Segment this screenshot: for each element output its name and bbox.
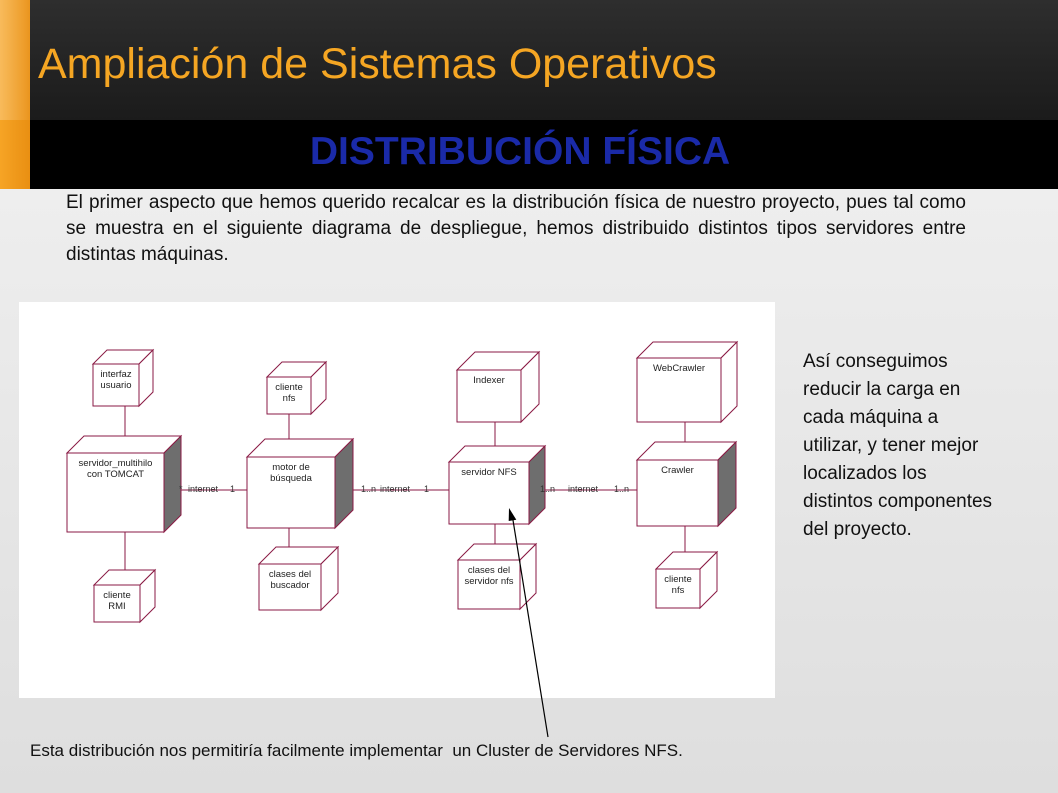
node-label: usuario [100,380,132,391]
link2-mult-right: 1 [424,484,430,494]
link3-mult-right: 1..n [614,484,630,494]
node-label: cliente [275,382,303,393]
link3-label: internet [568,484,599,494]
node-label: servidor NFS [461,467,517,478]
node-label: RMI [108,601,126,612]
link3-mult-left: 1..n [540,484,556,494]
node-label: con TOMCAT [86,469,145,480]
node-label: clases del [268,569,312,580]
intro-paragraph: El primer aspecto que hemos querido recalcar es la distribución física de nuestro proyecto, pues tal como se muestra en el siguiente diagrama de despliegue, hemos distribuido distintos tipos servidores entre distintas máquinas. [66,192,966,265]
node-label: Indexer [473,375,505,386]
node-label: servidor nfs [464,576,514,587]
link1-label: internet [188,484,219,494]
node-label: cliente [103,590,131,601]
link2-label: internet [380,484,411,494]
footer-note: Esta distribución nos permitiría facilmente implementar un Cluster de Servidores NFS. [30,741,683,760]
link2-mult-left: 1..n [361,484,377,494]
side-paragraph: Así conseguimos reducir la carga en cada máquina a utilizar, y tener mejor localizados los distintos componentes del proyecto. [803,351,993,540]
node-label: buscador [270,580,310,591]
slide-title: Ampliación de Sistemas Operativos [38,40,717,88]
node-label: nfs [282,393,296,404]
link1-mult-left: * [179,484,183,494]
node-label: motor de [272,462,310,473]
node-label: cliente [664,574,692,585]
node-label: interfaz [100,369,132,380]
link1-mult-right: 1 [230,484,236,494]
node-label: nfs [671,585,685,596]
node-label: búsqueda [270,473,312,484]
node-label: clases del [467,565,511,576]
node-label: Crawler [661,465,694,476]
slide-subtitle: DISTRIBUCIÓN FÍSICA [309,130,731,173]
node-label: WebCrawler [652,363,706,374]
node-label: servidor_multihilo [78,458,153,469]
